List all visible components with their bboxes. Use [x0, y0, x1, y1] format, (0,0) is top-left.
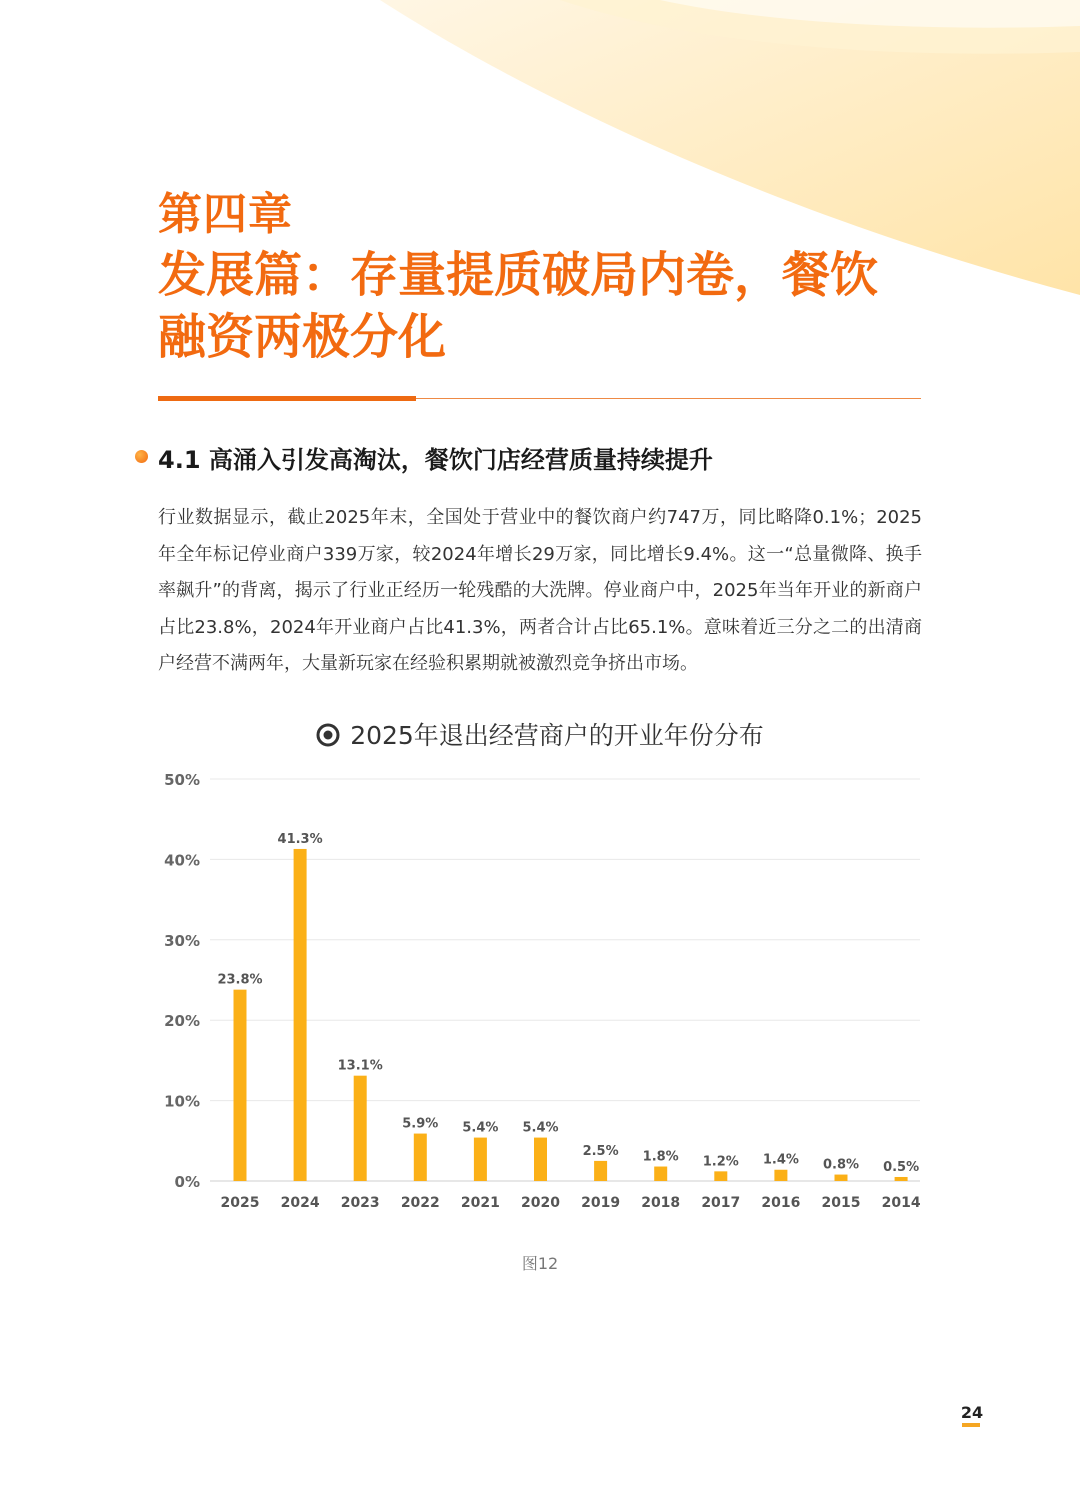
bar-2019	[594, 1161, 607, 1181]
data-label: 23.8%	[217, 972, 263, 988]
data-label: 1.8%	[642, 1149, 679, 1165]
page-number: 24	[960, 1403, 984, 1422]
bar-2018	[654, 1167, 667, 1181]
y-tick-label: 50%	[164, 771, 200, 789]
data-label: 0.5%	[883, 1159, 920, 1175]
x-tick-label: 2022	[400, 1195, 440, 1211]
bar-chart	[0, 760, 1080, 1220]
bar-2017	[714, 1171, 727, 1181]
x-tick-label: 2021	[460, 1195, 500, 1211]
x-tick-label: 2014	[881, 1195, 921, 1211]
figure-caption: 图12	[521, 1254, 559, 1273]
data-label: 13.1%	[337, 1058, 383, 1074]
bar-2020	[534, 1138, 547, 1181]
dot-icon	[135, 450, 148, 463]
page-number-bar	[962, 1423, 980, 1427]
chart-title-row	[0, 716, 1080, 753]
bar-2022	[414, 1134, 427, 1181]
x-tick-label: 2024	[280, 1195, 320, 1211]
y-tick-label: 30%	[164, 931, 200, 950]
bar-2021	[474, 1138, 487, 1181]
bar-2024	[294, 849, 307, 1181]
data-label: 1.4%	[762, 1152, 799, 1168]
x-tick-label: 2016	[761, 1195, 801, 1211]
data-label: 41.3%	[277, 831, 323, 847]
data-label: 5.4%	[462, 1120, 499, 1136]
data-label: 0.8%	[822, 1157, 860, 1173]
bar-2014	[895, 1177, 908, 1181]
data-label: 2.5%	[582, 1143, 619, 1159]
x-tick-label: 2025	[220, 1195, 260, 1211]
section-title: 4.1 高涌入引发高淘汰，餐饮门店经营质量持续提升	[158, 446, 713, 474]
data-label: 5.9%	[402, 1116, 439, 1132]
chart-title: 2025年退出经营商户的开业年份分布	[350, 721, 764, 750]
bar-2023	[354, 1076, 367, 1181]
x-tick-label: 2020	[521, 1195, 560, 1211]
bar-2016	[774, 1170, 787, 1181]
x-tick-label: 2019	[581, 1195, 621, 1211]
y-tick-label: 40%	[164, 851, 200, 870]
chapter-label: 第四章	[158, 189, 293, 240]
x-tick-label: 2017	[701, 1195, 741, 1211]
headline-rule-thin	[416, 398, 921, 399]
data-label: 1.2%	[702, 1154, 739, 1170]
bar-2015	[835, 1175, 848, 1181]
headline-rule-thick	[158, 396, 416, 401]
x-tick-label: 2018	[641, 1195, 681, 1211]
bar-2025	[234, 990, 247, 1181]
data-label: 5.4%	[522, 1120, 559, 1136]
x-tick-label: 2015	[821, 1195, 861, 1211]
x-tick-label: 2023	[340, 1195, 380, 1211]
y-tick-label: 10%	[164, 1092, 200, 1111]
page-headline: 发展篇：存量提质破局内卷，餐饮融资两极分化	[158, 247, 879, 365]
y-tick-label: 20%	[164, 1012, 200, 1031]
y-tick-label: 0%	[174, 1173, 200, 1191]
target-icon	[316, 723, 340, 753]
body-paragraph: 行业数据显示，截止2025年末，全国处于营业中的餐饮商户约747万，同比略降0.1%；2025年全年标记停业商户339万家，较2024年增长29万家，同比增长9.4%。这一“总量微降、换手率飙升”的背离，揭示了行业正经历一轮残酷的大洗牌。停业商户中，2025年当年开业的新商户占比23.8%，2024年开业商户占比41.3%，两者合计占比65.1%。意味着近三分之二的出清商户经营不满两年，大量新玩家在经验积累期就被激烈竞争挤出市场。	[158, 507, 922, 674]
